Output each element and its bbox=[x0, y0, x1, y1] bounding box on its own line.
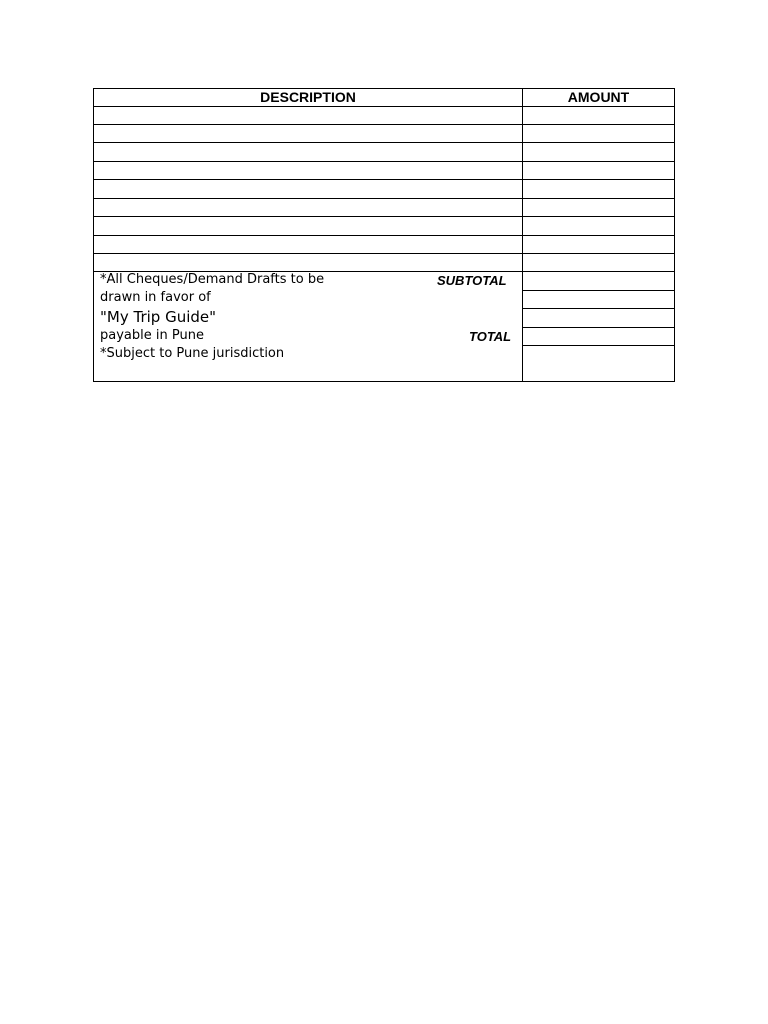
total-label: TOTAL bbox=[469, 329, 512, 344]
table-header-row bbox=[94, 89, 674, 107]
amount-header: AMOUNT bbox=[567, 89, 630, 105]
invoice-table bbox=[93, 88, 675, 382]
table-row bbox=[94, 253, 674, 254]
note-line-3: payable in Pune bbox=[100, 328, 204, 343]
table-row bbox=[94, 198, 674, 199]
table-row bbox=[94, 179, 674, 180]
amount-row-divider bbox=[523, 308, 674, 309]
amount-row-divider bbox=[523, 327, 674, 328]
table-row bbox=[94, 216, 674, 217]
description-header: DESCRIPTION bbox=[260, 89, 356, 105]
amount-row-divider bbox=[523, 345, 674, 346]
table-row bbox=[94, 142, 674, 143]
note-line-2: drawn in favor of bbox=[100, 290, 211, 305]
table-row bbox=[94, 124, 674, 125]
table-row bbox=[94, 235, 674, 236]
amount-row-divider bbox=[523, 290, 674, 291]
payee-name: "My Trip Guide" bbox=[100, 308, 217, 326]
subtotal-label: SUBTOTAL bbox=[437, 273, 507, 288]
note-line-4: *Subject to Pune jurisdiction bbox=[100, 346, 285, 361]
table-row bbox=[94, 161, 674, 162]
note-line-1: *All Cheques/Demand Drafts to be bbox=[100, 272, 325, 287]
